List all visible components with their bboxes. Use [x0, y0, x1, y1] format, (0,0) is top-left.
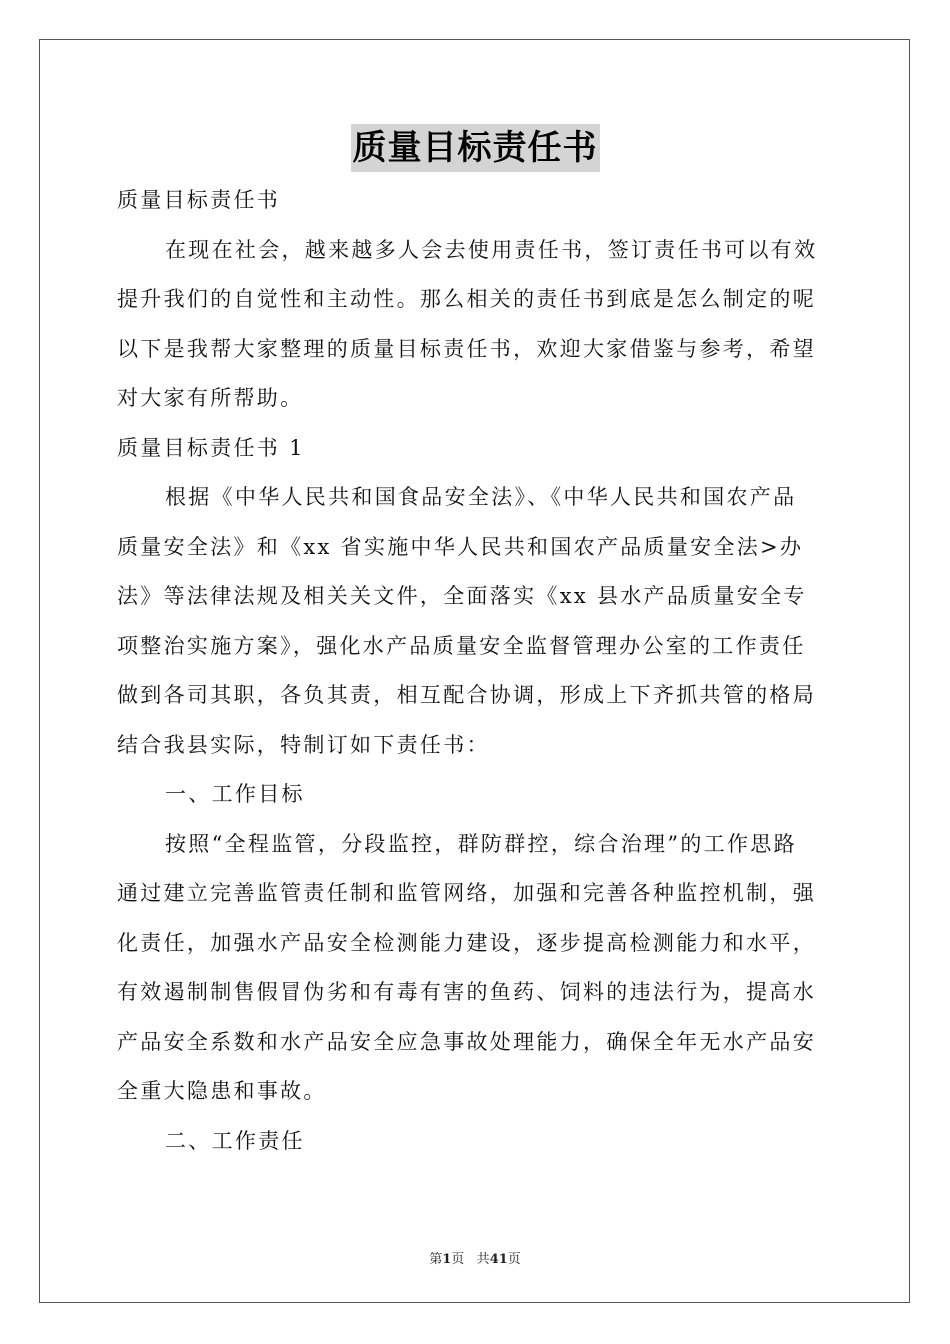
- paragraph-line: 通过建立完善监管责任制和监管网络，加强和完善各种监控机制，强: [117, 881, 816, 905]
- footer-page-prefix: 第: [429, 1252, 443, 1267]
- footer-page-suffix: 页: [451, 1252, 465, 1267]
- footer-total-suffix: 页: [507, 1252, 521, 1267]
- page-footer: [0, 1248, 950, 1267]
- paragraph-line: 结合我县实际，特制订如下责任书：: [117, 732, 490, 757]
- paragraph-line: 项整治实施方案》，强化水产品质量安全监督管理办公室的工作责任: [117, 633, 806, 658]
- paragraph-line: 一、工作目标: [165, 782, 305, 806]
- paragraph-line: 产品安全系数和水产品安全应急事故处理能力，确保全年无水产品安: [117, 1029, 816, 1054]
- paragraph-line: 根据《中华人民共和国食品安全法》、《中华人民共和国农产品: [165, 485, 797, 509]
- document-title: 质量目标责任书: [351, 124, 600, 172]
- paragraph-line: 以下是我帮大家整理的质量目标责任书，欢迎大家借鉴与参考，希望: [117, 336, 816, 361]
- paragraph-line: 做到各司其职，各负其责，相互配合协调，形成上下齐抓共管的格局: [117, 683, 816, 707]
- paragraph-line: 二、工作责任: [165, 1128, 305, 1153]
- footer-total-prefix: 共: [476, 1252, 490, 1267]
- paragraph-line: 质量目标责任书 1: [117, 435, 305, 460]
- title-wrapper: [0, 124, 950, 172]
- paragraph-line: 提升我们的自觉性和主动性。那么相关的责任书到底是怎么制定的呢: [117, 287, 816, 311]
- paragraph-line: 在现在社会，越来越多人会去使用责任书，签订责任书可以有效: [165, 237, 818, 262]
- paragraph-line: 全重大隐患和事故。: [117, 1079, 327, 1103]
- document-body: [117, 176, 835, 1166]
- paragraph-line: 对大家有所帮助。: [117, 386, 304, 410]
- paragraph-line: 法》等法律法规及相关关文件，全面落实《xx 县水产品质量安全专: [117, 584, 807, 608]
- paragraph-line: 化责任，加强水产品安全检测能力建设，逐步提高检测能力和水平，: [117, 930, 816, 955]
- footer-total-pages: 41: [489, 1252, 508, 1267]
- footer-page-number: 1: [442, 1252, 452, 1267]
- paragraph-line: 质量安全法》和《xx 省实施中华人民共和国农产品质量安全法>办: [117, 534, 804, 559]
- paragraph-line: 有效遏制制售假冒伪劣和有毒有害的鱼药、饲料的违法行为，提高水: [117, 980, 816, 1004]
- paragraph-line: 按照“全程监管，分段监控，群防群控，综合治理”的工作思路: [165, 831, 797, 856]
- paragraph-line: 质量目标责任书: [117, 188, 281, 212]
